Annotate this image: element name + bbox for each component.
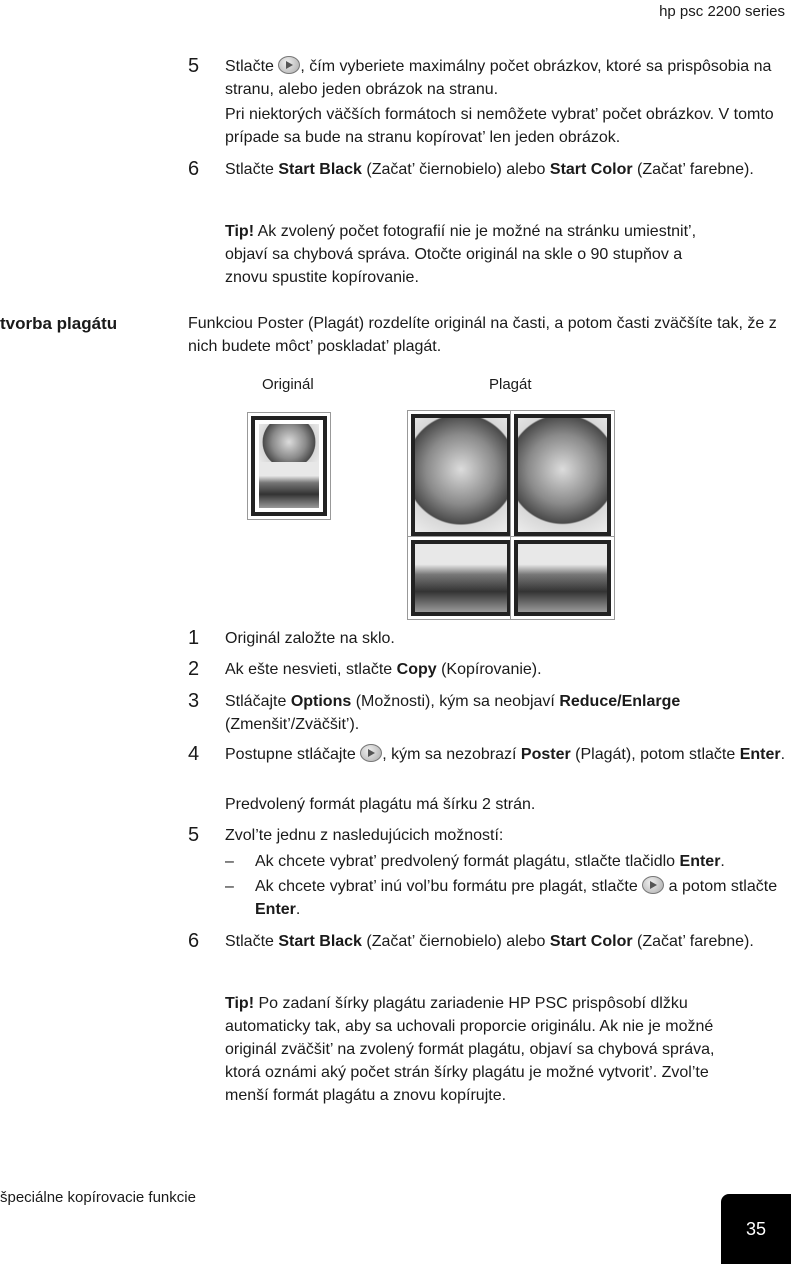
step-number: 5 <box>188 55 200 77</box>
step-5-note: Pri niektorých väčších formátoch si nemôžete vybrat’ počet obrázkov. V tomto prípade sa bude na stranu kopírovat’ len jeden obrázok. <box>225 106 774 146</box>
step-6-top: 6 Stlačte Start Black (Začat’ čiernobielo) alebo Start Color (Začat’ farebne). <box>188 158 754 180</box>
tip-1: Tip! Ak zvolený počet fotografií nie je možné na stránku umiestnit’, objaví sa chybová správa. Otočte originál na skle o 90 stupňov a znovu spustite kopírovanie. <box>225 223 697 286</box>
step-5: 5 Zvol’te jednu z nasledujúcich možností: <box>188 824 504 846</box>
step-5-top: 5 Stlačte , čím vyberiete maximálny počet obrázkov, ktoré sa prispôsobia na stranu, alebo jeden obrázok na stranu. <box>188 55 772 98</box>
section-title: tvorba plagátu <box>0 314 118 333</box>
page-number: 35 <box>721 1194 791 1264</box>
select-button-icon <box>360 744 382 762</box>
poster-tile-top-left <box>411 414 511 536</box>
running-header: hp psc 2200 series <box>659 3 785 20</box>
poster-tile-bottom-left <box>411 540 511 616</box>
step-1: 1 Originál založte na sklo. <box>188 627 395 649</box>
original-photo <box>251 416 327 516</box>
original-label: Originál <box>262 376 314 393</box>
section-intro: Funkciou Poster (Plagát) rozdelíte originál na časti, a potom časti zväčšíte tak, že z nich budete môct’ poskladat’ plagát. <box>188 315 777 355</box>
select-button-icon <box>278 56 300 74</box>
step-4: 4 Postupne stláčajte , kým sa nezobrazí Poster (Plagát), potom stlačte Enter. <box>188 743 786 765</box>
select-button-icon <box>642 876 664 894</box>
step-3: 3 Stláčajte Options (Možnosti), kým sa neobjaví Reduce/Enlarge (Zmenšit’/Zväčšit’). <box>188 690 681 733</box>
option-default: – Ak chcete vybrat’ predvolený formát plagátu, stlačte tlačidlo Enter. <box>225 853 725 870</box>
poster-label: Plagát <box>489 376 532 393</box>
footer-section: špeciálne kopírovacie funkcie <box>0 1189 196 1206</box>
step-2: 2 Ak ešte nesvieti, stlačte Copy (Kopírovanie). <box>188 658 542 680</box>
tip-2: Tip! Po zadaní šírky plagátu zariadenie HP PSC prispôsobí dlžku automaticky tak, aby sa uchovali proporcie originálu. Ak nie je možné originál zväčšit’ na zvolený formát plagátu, objaví sa chybová správa, ktorá oznámi aký počet strán šírky plagátu je možné vytvorit’. Zvol’te menší formát plagátu a znovu kopírujte. <box>225 995 715 1104</box>
step-6: 6 Stlačte Start Black (Začat’ čiernobielo) alebo Start Color (Začat’ farebne). <box>188 930 754 952</box>
poster-tile-top-right <box>514 414 611 536</box>
poster-tile-bottom-right <box>514 540 611 616</box>
option-custom: – Ak chcete vybrat’ inú vol’bu formátu pre plagát, stlačte a potom stlačte Enter. <box>225 878 778 918</box>
step-4-note: Predvolený formát plagátu má šírku 2 strán. <box>225 796 536 813</box>
